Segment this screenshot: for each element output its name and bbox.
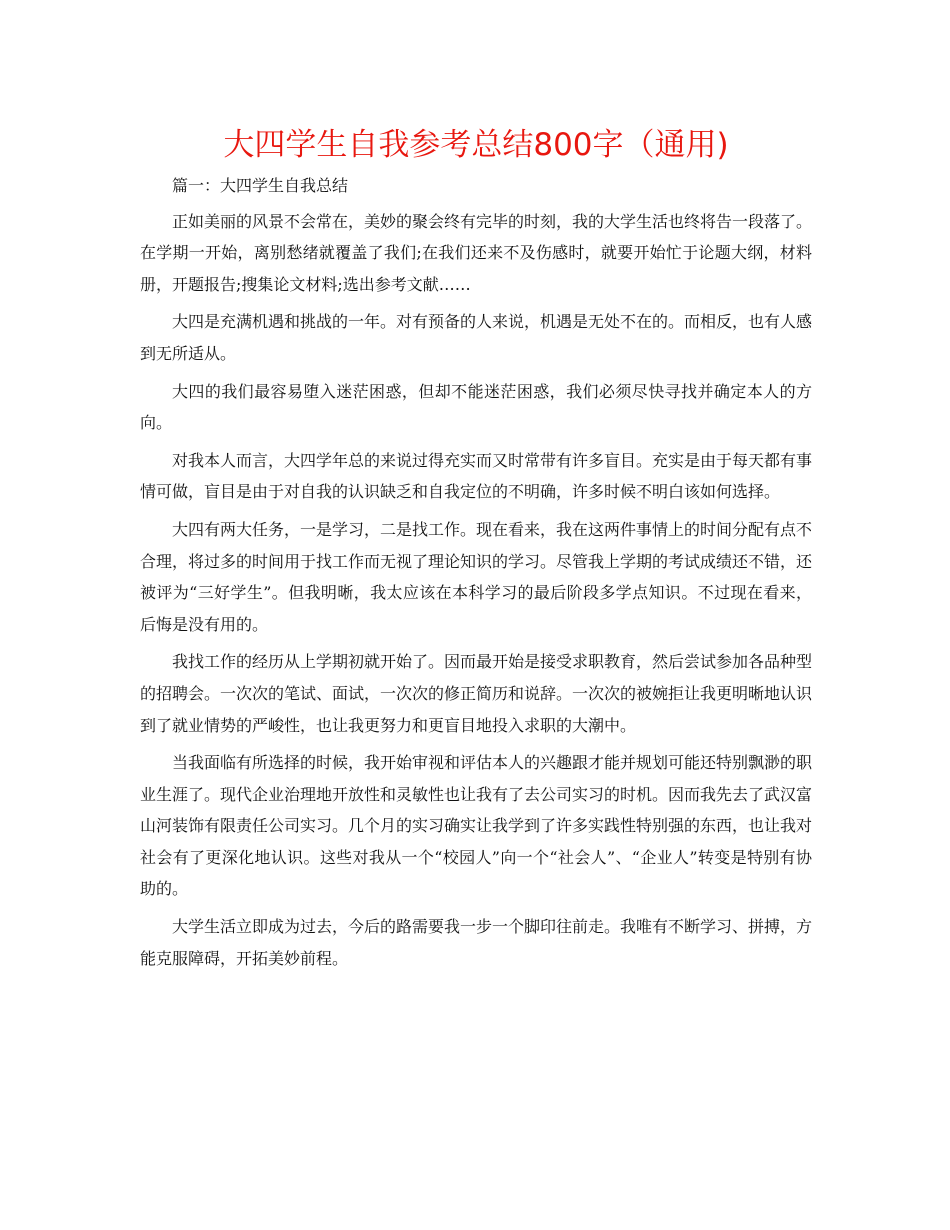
paragraph-3: 大四的我们最容易堕入迷茫困惑，但却不能迷茫困惑，我们必须尽快寻找并确定本人的方向。	[140, 381, 812, 433]
document-title: 大四学生自我参考总结800字（通用)	[223, 127, 729, 163]
section-heading: 篇一：大四学生自我总结	[172, 176, 349, 195]
paragraph-7: 当我面临有所选择的时候，我开始审视和评估本人的兴趣跟才能并规划可能还特别飘渺的职业生涯了。现代企业治理地开放性和灵敏性也让我有了去公司实习的时机。因而我先去了武汉富山河装饰有限责任公司实习。几个月的实习确实让我学到了许多实践性特别强的东西，也让我对社会有了更深化地认识。这些对我从一个“校园人”向一个“社会人”、“企业人”转变是特别有协助的。	[140, 753, 813, 899]
paragraph-1: 正如美丽的风景不会常在，美妙的聚会终有完毕的时刻，我的大学生活也终将告一段落了。在学期一开始，离别愁绪就覆盖了我们;在我们还来不及伤感时，就要开始忙于论题大纲，材料册，开题报告;搜集论文材料;选出参考文献……	[140, 211, 813, 294]
paragraph-5: 大四有两大任务，一是学习，二是找工作。现在看来，我在这两件事情上的时间分配有点不合理，将过多的时间用于找工作而无视了理论知识的学习。尽管我上学期的考试成绩还不错，还被评为“三好学生”。但我明晰，我太应该在本科学习的最后阶段多学点知识。不过现在看来，后悔是没有用的。	[140, 519, 813, 634]
paragraph-8: 大学生活立即成为过去，今后的路需要我一步一个脚印往前走。我唯有不断学习、拼搏，方能克服障碍，开拓美妙前程。	[140, 917, 813, 968]
paragraph-6: 我找工作的经历从上学期初就开始了。因而最开始是接受求职教育，然后尝试参加各品种型的招聘会。一次次的笔试、面试，一次次的修正简历和说辞。一次次的被婉拒让我更明晰地认识到了就业情势的严峻性，也让我更努力和更盲目地投入求职的大潮中。	[140, 652, 813, 735]
paragraph-2: 大四是充满机遇和挑战的一年。对有预备的人来说，机遇是无处不在的。而相反，也有人感到无所适从。	[140, 312, 813, 363]
paragraph-4: 对我本人而言，大四学年总的来说过得充实而又时常带有许多盲目。充实是由于每天都有事情可做，盲目是由于对自我的认识缺乏和自我定位的不明确，许多时候不明白该如何选择。	[140, 450, 813, 502]
